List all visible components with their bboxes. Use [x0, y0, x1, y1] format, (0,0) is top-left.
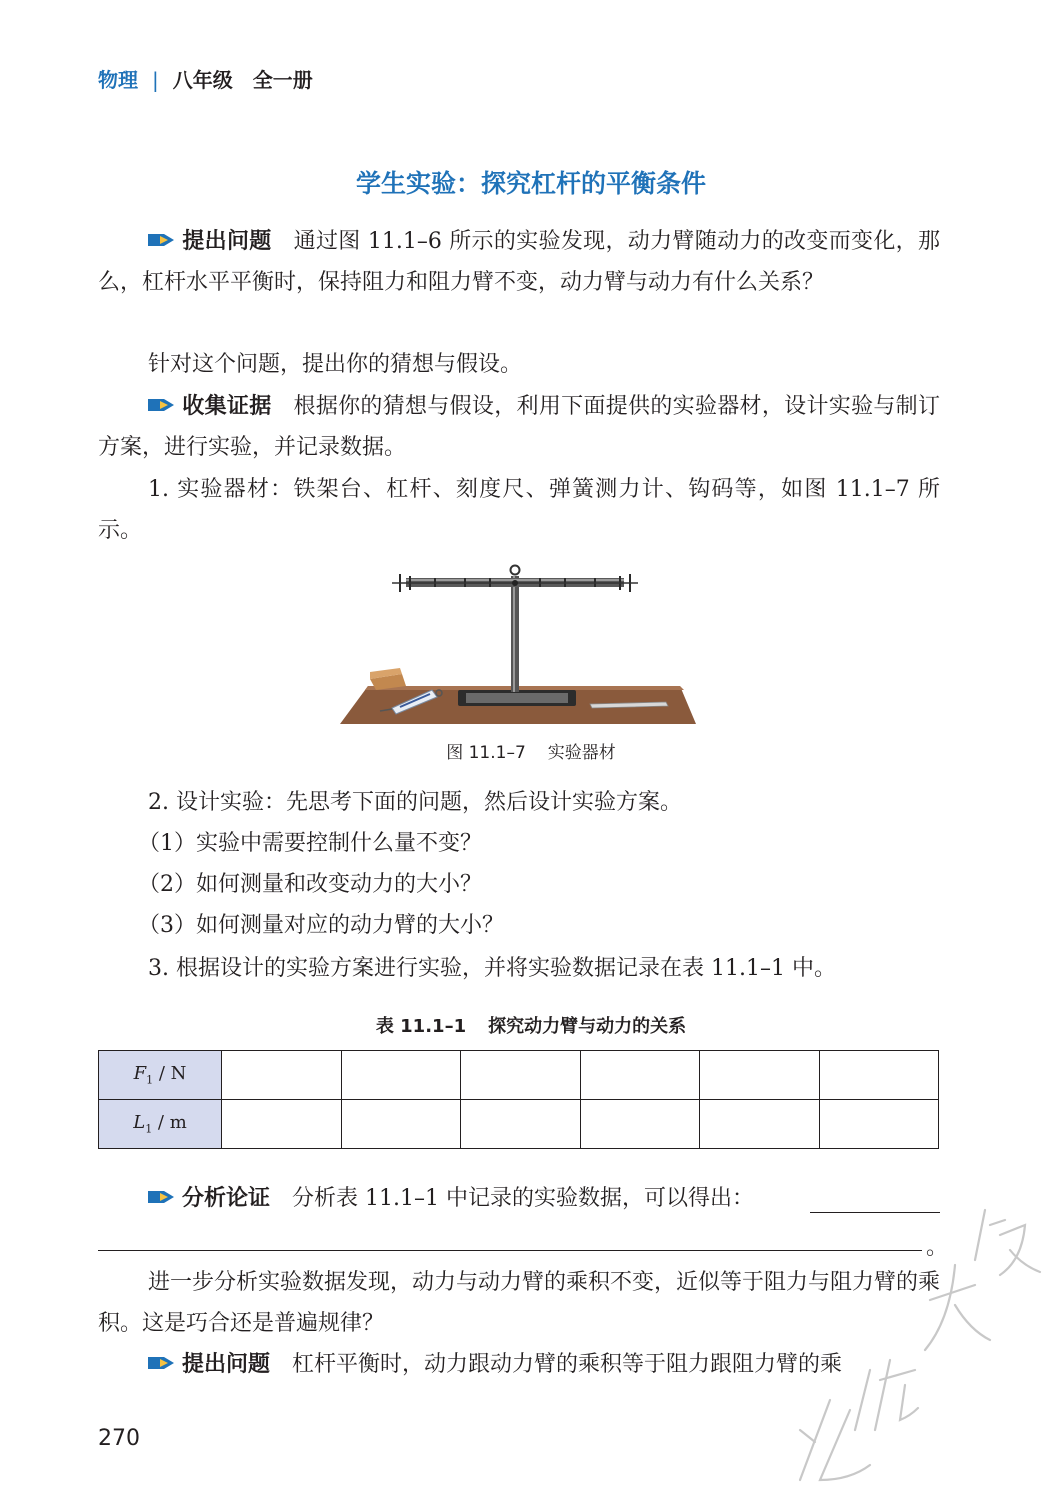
row-header: $L_1$ / m [99, 1100, 222, 1149]
table-row [99, 1051, 939, 1100]
analysis-text: 分析表 11.1–1 中记录的实验数据，可以得出： [292, 1186, 754, 1211]
question-label: 提出问题 [182, 229, 272, 254]
step-1-text: 1. 实验器材：铁架台、杠杆、刻度尺、弹簧测力计、钩码等，如图 11.1–7 所示。 [98, 477, 940, 543]
section-marker-icon [148, 1353, 176, 1373]
data-cell [819, 1051, 939, 1100]
step-2-text: 2. 设计实验：先思考下面的问题，然后设计实验方案。 [148, 790, 682, 815]
row-header: $F_1$ / N [99, 1051, 222, 1100]
question-paragraph [98, 221, 940, 303]
data-cell [580, 1100, 700, 1149]
table-caption [0, 1012, 1062, 1038]
data-table [98, 1050, 939, 1149]
analysis-paragraph [98, 1178, 810, 1219]
section-marker-icon [148, 230, 176, 250]
further-analysis-text: 进一步分析实验数据发现，动力与动力臂的乘积不变，近似等于阻力与阻力臂的乘积。这是巧合还是普遍规律？ [98, 1270, 941, 1336]
hypothesis-text: 针对这个问题，提出你的猜想与假设。 [148, 352, 523, 377]
lab-equipment-figure [340, 562, 700, 728]
data-cell [461, 1100, 581, 1149]
data-cell [341, 1100, 461, 1149]
subject-label: 物理 [98, 68, 138, 92]
section-marker-icon [148, 395, 176, 415]
header-separator: | [152, 68, 159, 92]
data-cell [222, 1100, 342, 1149]
running-header [98, 64, 313, 93]
analysis-label: 分析论证 [182, 1186, 271, 1211]
data-cell [700, 1100, 820, 1149]
figure-number: 图 11.1–7 [446, 743, 526, 763]
table-number: 表 11.1–1 [375, 1016, 467, 1037]
section-marker-icon [148, 1187, 176, 1207]
sub-question-2: （2）如何测量和改变动力的大小？ [138, 872, 482, 897]
data-cell [700, 1051, 820, 1100]
question-text: 通过图 11.1–6 所示的实验发现，动力臂随动力的改变而变化，那么，杠杆水平平衡时，保持阻力和阻力臂不变，动力臂与动力有什么关系？ [98, 229, 940, 295]
data-cell [222, 1051, 342, 1100]
figure-title: 实验器材 [547, 743, 616, 763]
answer-end-mark: 。 [926, 1235, 949, 1260]
evidence-label: 收集证据 [182, 394, 272, 419]
section-title: 学生实验：探究杠杆的平衡条件 [355, 169, 706, 198]
evidence-paragraph [98, 386, 940, 468]
question-2-label: 提出问题 [182, 1352, 271, 1377]
evidence-text: 根据你的猜想与假设，利用下面提供的实验器材，设计实验与制订方案，进行实验，并记录数据。 [98, 394, 940, 460]
data-cell [461, 1051, 581, 1100]
table-row [99, 1100, 939, 1149]
data-cell [341, 1051, 461, 1100]
page-number: 270 [98, 1426, 140, 1451]
sub-question-3: （3）如何测量对应的动力臂的大小？ [138, 913, 504, 938]
figure-caption [0, 738, 1062, 763]
question-2-text: 杠杆平衡时，动力跟动力臂的乘积等于阻力跟阻力臂的乘 [292, 1352, 843, 1377]
step-3-text: 3. 根据设计的实验方案进行实验，并将实验数据记录在表 11.1–1 中。 [148, 956, 836, 981]
publisher-watermark [760, 1180, 1060, 1500]
table-title: 探究动力臂与动力的关系 [488, 1016, 687, 1037]
data-cell [819, 1100, 939, 1149]
sub-question-1: （1）实验中需要控制什么量不变？ [138, 831, 482, 856]
data-cell [580, 1051, 700, 1100]
grade-label: 八年级 全一册 [172, 68, 313, 92]
